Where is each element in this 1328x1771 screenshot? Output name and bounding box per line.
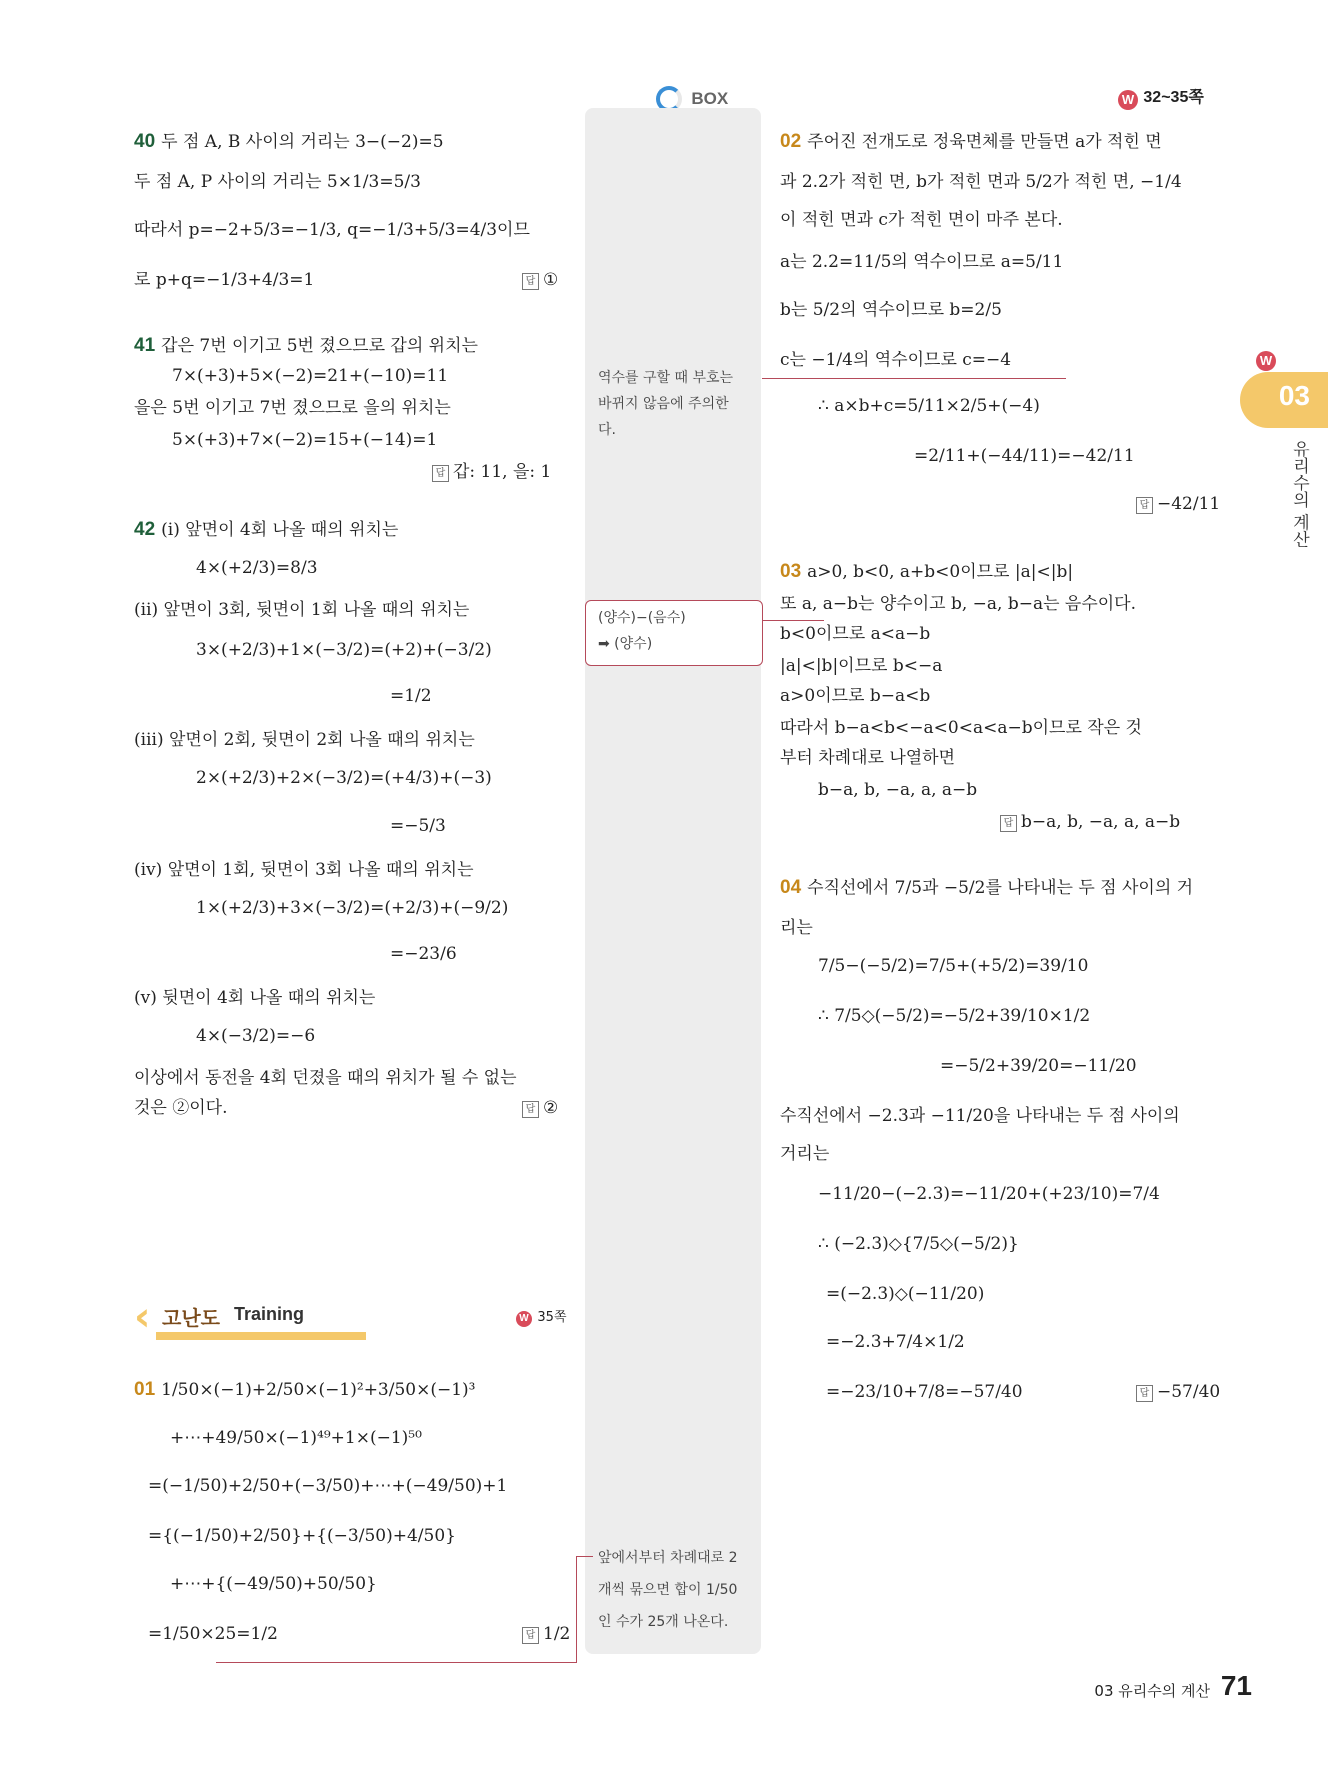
page-ref: 32~35쪽 (1143, 89, 1204, 106)
answer-icon: 답 (1136, 497, 1153, 514)
box-label: BOX (691, 89, 729, 108)
connector-line (216, 1652, 577, 1663)
training-title-kr: 고난도 (162, 1308, 220, 1330)
answer-icon: 답 (522, 1627, 539, 1644)
chapter-title: 유리수의 계산 (1289, 440, 1309, 548)
answer-icon: 답 (1000, 815, 1017, 832)
page-number: 71 (1220, 1670, 1252, 1701)
training-header (134, 1290, 434, 1346)
connector-line (762, 620, 824, 621)
answer-icon: 답 (432, 465, 449, 482)
connector-line (762, 378, 1066, 379)
answer-icon: 답 (522, 273, 539, 290)
connector-line (576, 1556, 593, 1653)
chapter-w-icon: W (1256, 350, 1276, 371)
box-notes-column (585, 108, 761, 1654)
chapter-number: 03 (1278, 380, 1310, 411)
footer-chapter-label: 03 유리수의 계산 (1094, 1682, 1210, 1700)
answer-icon: 답 (522, 1101, 539, 1118)
page-ref-header (1118, 84, 1204, 110)
training-title-en: Training (234, 1304, 305, 1324)
training-page-ref: W 35쪽 (516, 1306, 567, 1327)
chevron-left-icon: ‹ (134, 1294, 151, 1340)
w-mark-icon: W (1118, 90, 1138, 110)
training-underline (156, 1332, 366, 1340)
answer-icon: 답 (1136, 1385, 1153, 1402)
